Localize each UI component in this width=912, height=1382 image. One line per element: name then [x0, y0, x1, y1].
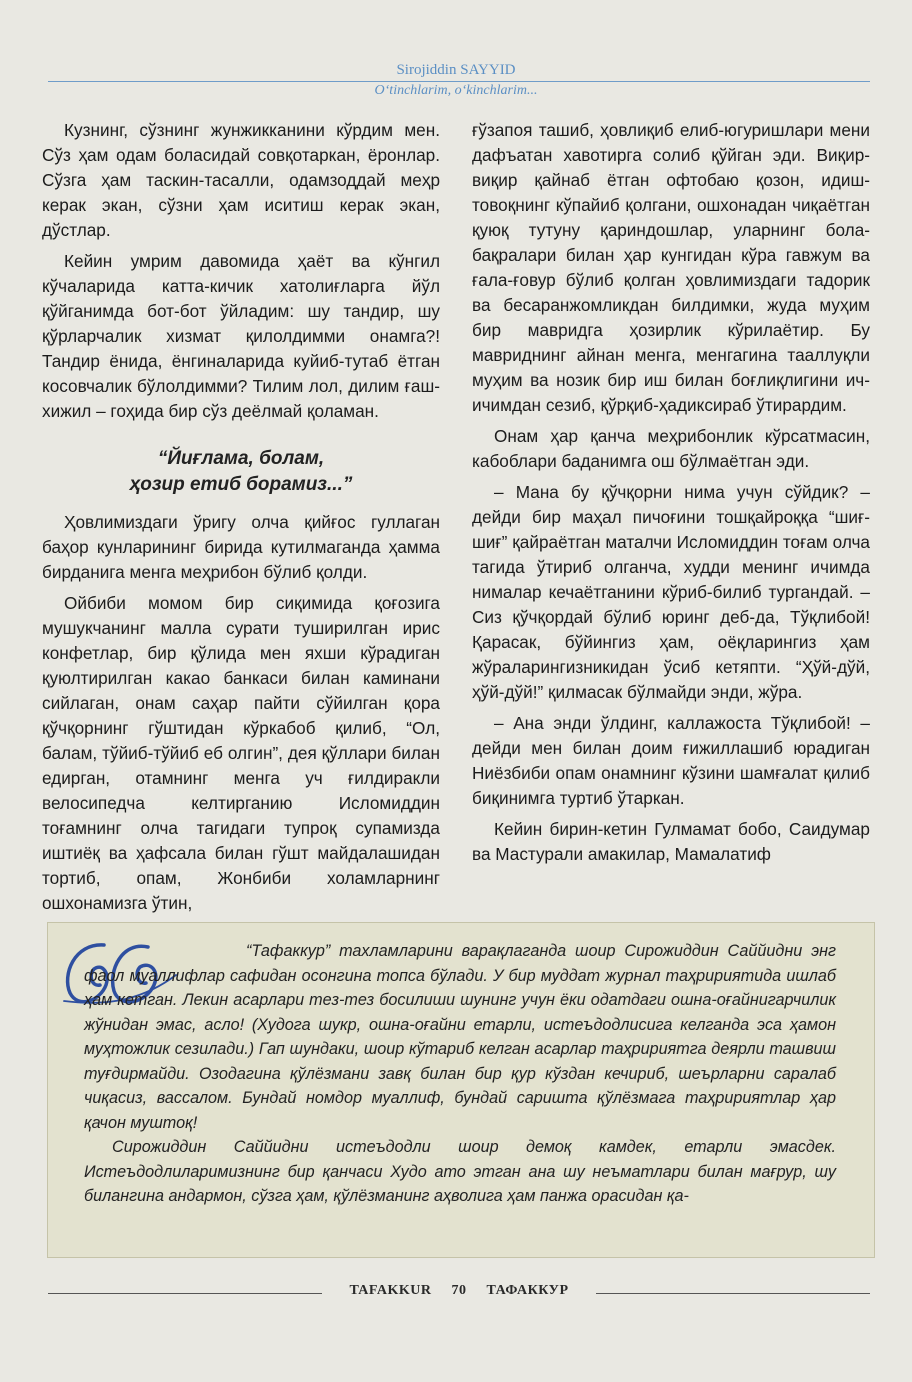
subheading-line: ҳозир етиб борамиз...”: [129, 474, 353, 495]
section-subheading: [42, 446, 440, 498]
left-column: [42, 118, 440, 916]
header-rule: [48, 81, 870, 82]
editorial-quote-box: [47, 922, 875, 1258]
paragraph: Ойбиби момом бир сиқимида қоғозига мушукчанинг малла сурати туширилган ирис конфетлар, бир қўлида мен яхши кўрадиган қуюлтирилган какао банкаси билан каминани сийлаган, онам саҳар пайти сўйилган қора қўчқорнинг гўштидан кўркабоб қилиб, “Ол, балам, тўйиб-тўйиб еб олгин”, дея қўллари билан едирган, отамнинг менга уч ғилдиракли велосипедча келтирганию Исломиддин тоғамнинг олча тагидаги тупроқ супамизда иштиёқ ва ҳафсала билан гўшт майдалашидан тортиб, опам, Жонбиби холамларнинг ошхонамизга ўтин,: [42, 593, 440, 913]
subheading-line: “Йиғлама, болам,: [157, 448, 325, 469]
footer-magazine-latin: TAFAKKUR: [349, 1283, 432, 1298]
paragraph: ғўзапоя ташиб, ҳовлиқиб елиб-югуришлари мени дафъатан хавотирга солиб қўйган эди. Виқир-виқир қайнаб ётган офтобаю қозон, идиш-товоқнинг кўпайиб қолгани, ошхонадан чиқаётган қуюқ тутуну қариндошлар, уларнинг бола-бақралари билан ҳар кунгидан кўра гавжум ва ғала-ғовур бўлиб қолган ҳовлимиздаги тадорик ва бесаранжомликдан билдимки, жуда муҳим бир мавридга ҳозирлик кўрилаётир. Бу мавриднинг айнан менга, менгагина тааллуқли муҳим ва нозик бир иш билан боғлиқлигини ич-ичимдан сезиб, қўрқиб-ҳадиксираб ўтирардим.: [472, 120, 870, 415]
right-column: [472, 118, 870, 867]
quote-paragraph: Сирожиддин Саййидни истеъдодли шоир демоқ камдек, етарли эмасдек. Истеъдодлиларимизнинг бир қанчаси Худо ато этган ана шу неъматлари билан мағрур, шу билангина андармон, сўзга ҳам, қўлёзманинг аҳволига ҳам панжа орасидан қа-: [84, 1138, 836, 1205]
paragraph: Онам ҳар қанча меҳрибонлик кўрсатмасин, кабоблари баданимга ош бўлмаётган эди.: [472, 426, 870, 471]
paragraph: Кузнинг, сўзнинг жунжикканини кўрдим мен. Сўз ҳам одам боласидай совқотаркан, ёронлар. Сўзга ҳам таскин-тасалли, одамзоддай меҳр керак экан, сўзни ҳам иситиш керак экан, дўстлар.: [42, 120, 440, 240]
running-header-title: O‘tinchlarim, o‘kinchlarim...: [374, 83, 538, 98]
page-footer: [48, 1283, 870, 1303]
running-header-author: Sirojiddin SAYYID: [396, 62, 516, 78]
paragraph: Кейин бирин-кетин Гулмамат бобо, Саидумар ва Мастурали амакилар, Мамалатиф: [472, 819, 870, 864]
footer-text: [48, 1283, 870, 1299]
paragraph: – Мана бу қўчқорни нима учун сўйдик? – дейди бир маҳал пичоғини тошқайроққа “шиғ-шиғ” қайраётган маталчи Исломиддин тоғам олча тагида ўтириб олганча, худди менинг ичимда нималар кечаётганини кўриб-билиб тургандай. – Сиз қўчқордай бўлиб юринг деб-да, Тўқлибой! Қарасак, бўйингиз ҳам, оёқларингиз ҳам жўраларингизникидан ўсиб кетяпти. “Ҳўй-дўй, ҳўй-дўй!” қилмасак бўлмайди энди, жўра.: [472, 482, 870, 702]
quote-text: [84, 939, 836, 1209]
footer-magazine-cyrillic: ТАФАККУР: [486, 1283, 569, 1298]
paragraph: Ҳовлимиздаги ўригу олча қийғос гуллаган баҳор кунларининг бирида кутилмаганда ҳамма бирданига менга меҳрибон бўлиб қолди.: [42, 512, 440, 582]
page-number: 70: [451, 1283, 467, 1298]
quote-paragraph: “Тафаккур” тахламларини варақлаганда шоир Сирожиддин Саййидни энг фаол муаллифлар сафидан осонгина топса бўлади. У бир муддат журнал таҳририятида ишлаб ҳам кетган. Лекин асарлари тез-тез босилиши шунинг учун ёки одатдаги ошна-оғайнигарчилик жўнидан эмас, асло! (Худога шукр, ошна-оғайни етарли, истеъдодлисига келганда эса ҳамон муҳтожлик сезилади.) Гап шундаки, шоир кўтариб келган асарлар таҳририятга деярли ташвиш туғдирмайди. Озодагина қўлёзмани завқ билан бир қур кўздан кечириб, шеърларни саралаб чиқасиз, вассалом. Бундай номдор муаллиф, бундай саришта қўлёзмага таҳририятлар ҳар қачон муштоқ!: [84, 942, 836, 1132]
paragraph: – Ана энди ўлдинг, каллажоста Тўқлибой! – дейди мен билан доим ғижиллашиб юрадиган Ниёзбиби опам онамнинг кўзини шамғалат қилиб биқинимга туртиб ўтаркан.: [472, 713, 870, 808]
paragraph: Кейин умрим давомида ҳаёт ва кўнгил кўчаларида катта-кичик хатолиғларга йўл қўйганимда бот-бот ўйладим: шу тандир, шу қўрларчалик хизмат қилолдимми онамга?! Тандир ёнида, ёнгиналарида куйиб-тутаб ётган косовчалик бўлолдимми? Тилим лол, дилим ғаш-хижил – гоҳида бир сўз деёлмай қоламан.: [42, 251, 440, 421]
